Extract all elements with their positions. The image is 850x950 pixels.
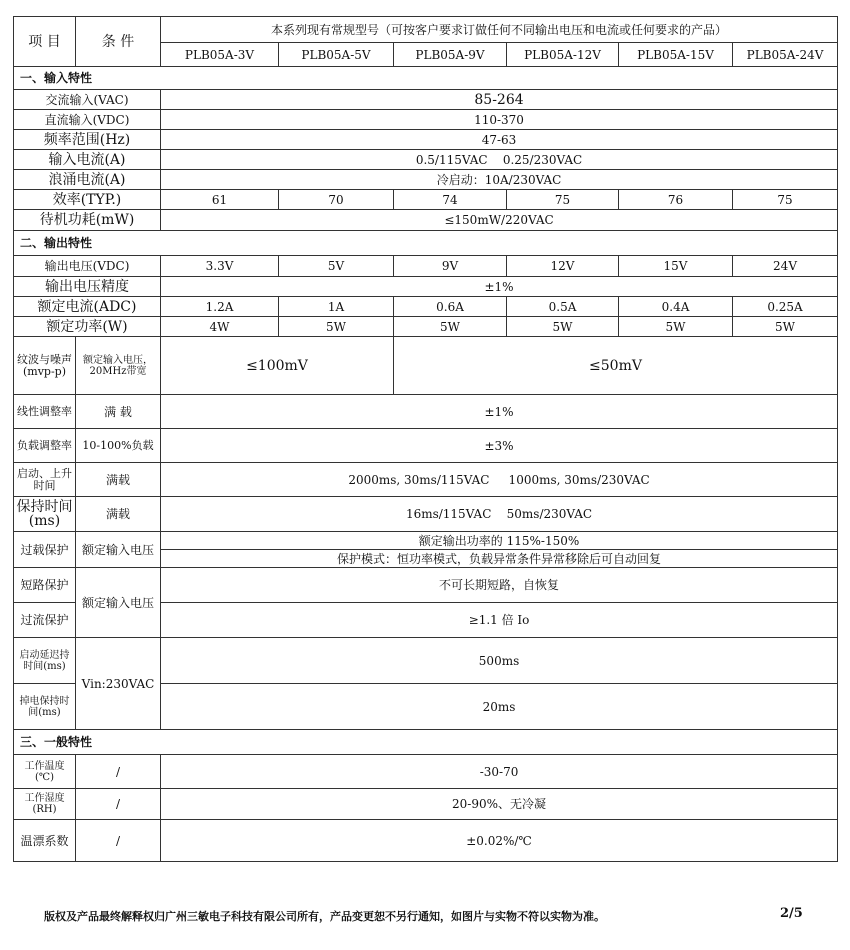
operating-temp-value: -30-70 [161, 755, 838, 789]
efficiency-value: 70 [279, 190, 394, 210]
rated-current-value: 1A [279, 297, 394, 317]
operating-humidity-label: 工作湿度(RH) [14, 789, 76, 820]
start-delay-value: 500ms [161, 638, 838, 684]
section-general: 三、一般特性 [14, 730, 838, 755]
hold-time-label: 保持时间(ms) [14, 497, 76, 532]
model-name: PLB05A-15V [619, 43, 733, 67]
model-name: PLB05A-9V [394, 43, 507, 67]
load-regulation-label: 负载调整率 [14, 429, 76, 463]
models-title: 本系列现有常规型号（可按客户要求订做任何不同输出电压和电流或任何要求的产品） [161, 17, 838, 43]
overload-condition: 额定输入电压 [76, 532, 161, 568]
ripple-condition: 额定输入电压，20MHz带宽 [76, 337, 161, 395]
standby-label: 待机功耗(mW) [14, 210, 161, 231]
drop-hold-value: 20ms [161, 684, 838, 730]
line-regulation-condition: 满 载 [76, 395, 161, 429]
hold-time-condition: 满载 [76, 497, 161, 532]
efficiency-value: 74 [394, 190, 507, 210]
efficiency-label: 效率(TYP.) [14, 190, 161, 210]
output-voltage-label: 输出电压(VDC) [14, 256, 161, 277]
freq-label: 频率范围(Hz) [14, 130, 161, 150]
overload-value: 额定输出功率的 115%-150% [161, 532, 838, 550]
dc-input-label: 直流输入(VDC) [14, 110, 161, 130]
rise-time-label: 启动、上升时间 [14, 463, 76, 497]
rated-current-value: 0.6A [394, 297, 507, 317]
output-voltage-value: 15V [619, 256, 733, 277]
temp-drift-value: ±0.02%/℃ [161, 820, 838, 862]
overcurrent-label: 过流保护 [14, 603, 76, 638]
rated-power-value: 4W [161, 317, 279, 337]
rated-power-value: 5W [507, 317, 619, 337]
load-regulation-value: ±3% [161, 429, 838, 463]
line-regulation-label: 线性调整率 [14, 395, 76, 429]
rated-power-value: 5W [279, 317, 394, 337]
model-name: PLB05A-24V [733, 43, 838, 67]
page-number: 2/5 [780, 906, 803, 921]
operating-humidity-value: 20-90%、无冷凝 [161, 789, 838, 820]
operating-humidity-condition: / [76, 789, 161, 820]
standby-value: ≤150mW/220VAC [161, 210, 838, 231]
overcurrent-value: ≥1.1 倍 Io [161, 603, 838, 638]
start-delay-label: 启动延迟持时间(ms) [14, 638, 76, 684]
rated-current-value: 0.5A [507, 297, 619, 317]
spec-table [13, 16, 838, 862]
protection-condition: 额定输入电压 [76, 568, 161, 638]
inrush-value: 冷启动：10A/230VAC [161, 170, 838, 190]
rated-current-value: 0.4A [619, 297, 733, 317]
hold-time-value: 16ms/115VAC 50ms/230VAC [161, 497, 838, 532]
line-regulation-value: ±1% [161, 395, 838, 429]
rated-power-value: 5W [733, 317, 838, 337]
item-header: 项 目 [14, 17, 76, 67]
efficiency-value: 75 [733, 190, 838, 210]
temp-drift-condition: / [76, 820, 161, 862]
efficiency-value: 76 [619, 190, 733, 210]
rated-current-value: 0.25A [733, 297, 838, 317]
short-circuit-value: 不可长期短路，自恢复 [161, 568, 838, 603]
freq-value: 47-63 [161, 130, 838, 150]
condition-header: 条 件 [76, 17, 161, 67]
section-input: 一、输入特性 [14, 67, 838, 90]
temp-drift-label: 温漂系数 [14, 820, 76, 862]
inrush-label: 浪涌电流(A) [14, 170, 161, 190]
rated-current-label: 额定电流(ADC) [14, 297, 161, 317]
model-name: PLB05A-5V [279, 43, 394, 67]
dc-input-value: 110-370 [161, 110, 838, 130]
load-regulation-condition: 10-100%负载 [76, 429, 161, 463]
rated-current-value: 1.2A [161, 297, 279, 317]
vin-condition: Vin:230VAC [76, 638, 161, 730]
model-name: PLB05A-3V [161, 43, 279, 67]
rated-power-value: 5W [394, 317, 507, 337]
output-voltage-value: 9V [394, 256, 507, 277]
ripple-label: 纹波与噪声(mvp-p) [14, 337, 76, 395]
operating-temp-label: 工作温度(℃) [14, 755, 76, 789]
output-voltage-value: 12V [507, 256, 619, 277]
efficiency-value: 75 [507, 190, 619, 210]
accuracy-label: 输出电压精度 [14, 277, 161, 297]
output-voltage-value: 3.3V [161, 256, 279, 277]
accuracy-value: ±1% [161, 277, 838, 297]
rated-power-value: 5W [619, 317, 733, 337]
short-circuit-label: 短路保护 [14, 568, 76, 603]
input-current-value: 0.5/115VAC 0.25/230VAC [161, 150, 838, 170]
ac-input-value: 85-264 [161, 90, 838, 110]
drop-hold-label: 掉电保持时间(ms) [14, 684, 76, 730]
ac-input-label: 交流输入(VAC) [14, 90, 161, 110]
model-name: PLB05A-12V [507, 43, 619, 67]
operating-temp-condition: / [76, 755, 161, 789]
output-voltage-value: 24V [733, 256, 838, 277]
copyright-footer: 版权及产品最终解释权归广州三敏电子科技有限公司所有，产品变更恕不另行通知，如图片与实物不符以实物为准。 [44, 910, 605, 923]
efficiency-value: 61 [161, 190, 279, 210]
overload-label: 过载保护 [14, 532, 76, 568]
output-voltage-value: 5V [279, 256, 394, 277]
section-output: 二、输出特性 [14, 231, 838, 256]
input-current-label: 输入电流(A) [14, 150, 161, 170]
ripple-value-high: ≤50mV [394, 337, 838, 395]
ripple-value-low: ≤100mV [161, 337, 394, 395]
overload-mode: 保护模式：恒功率模式，负载异常条件异常移除后可自动回复 [161, 550, 838, 568]
rated-power-label: 额定功率(W) [14, 317, 161, 337]
rise-time-value: 2000ms, 30ms/115VAC 1000ms, 30ms/230VAC [161, 463, 838, 497]
rise-time-condition: 满载 [76, 463, 161, 497]
